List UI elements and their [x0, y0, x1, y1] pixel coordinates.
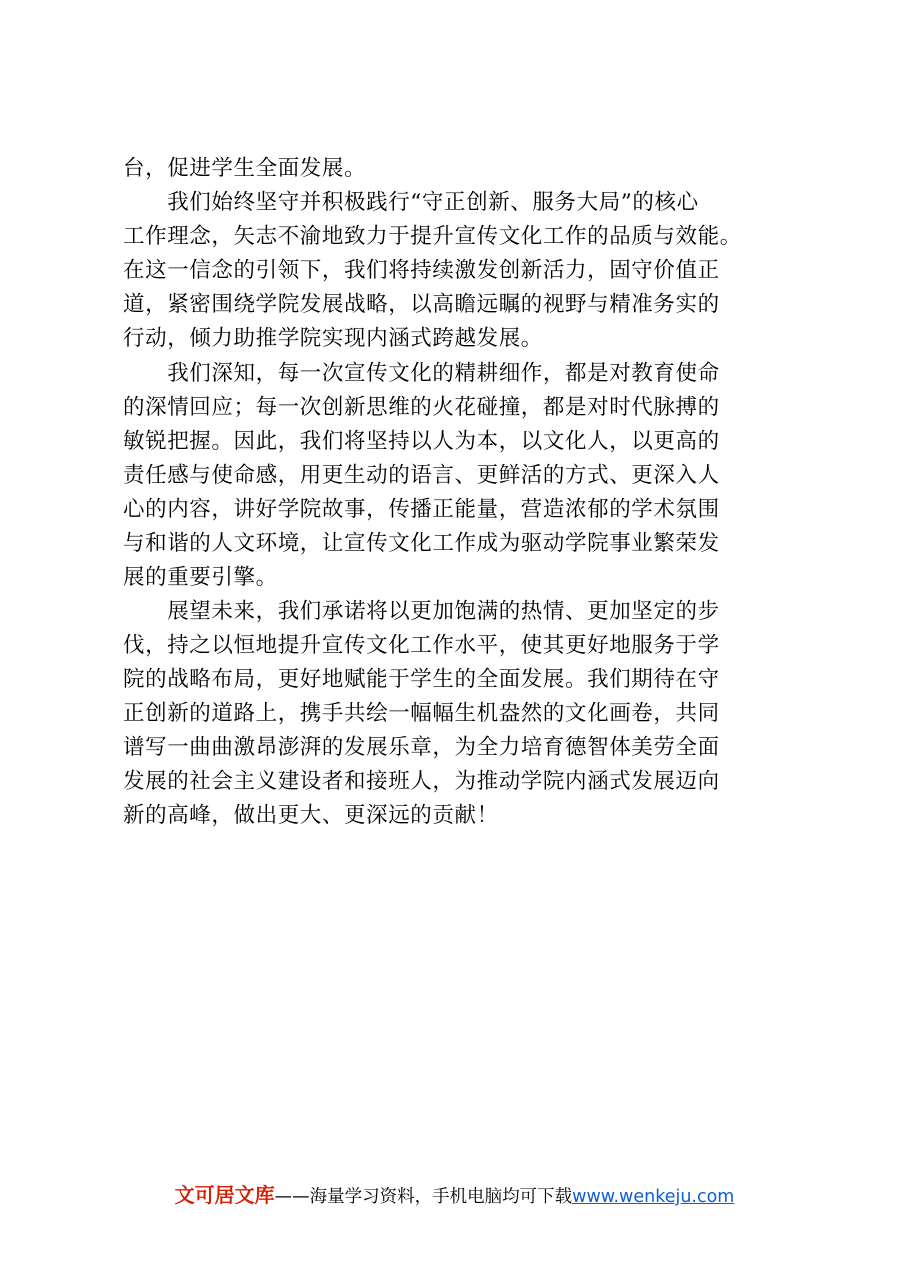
body-text-line: 谱写一曲曲激昂澎湃的发展乐章，为全力培育德智体美劳全面: [123, 735, 720, 760]
body-text-line: 正创新的道路上，携手共绘一幅幅生机盎然的文化画卷，共同: [123, 701, 720, 726]
body-text-line: 责任感与使命感，用更生动的语言、更鲜活的方式、更深入人: [123, 463, 720, 488]
body-text-line: 敏锐把握。因此，我们将坚持以人为本，以文化人，以更高的: [123, 429, 720, 454]
body-text-line: 我们深知，每一次宣传文化的精耕细作，都是对教育使命: [123, 361, 720, 386]
body-text-line: 心的内容，讲好学院故事，传播正能量，营造浓郁的学术氛围: [123, 497, 720, 522]
body-text-line: 台，促进学生全面发展。: [123, 156, 367, 181]
body-text-line: 道，紧密围绕学院发展战略，以高瞻远瞩的视野与精准务实的: [123, 292, 720, 317]
page-footer: [0, 1180, 909, 1212]
body-text-line: 发展的社会主义建设者和接班人，为推动学院内涵式发展迈向: [123, 769, 720, 794]
body-text-line: 我们始终坚守并积极践行“守正创新、服务大局”的核心: [123, 190, 699, 215]
website-link[interactable]: www.wenkeju.com: [572, 1187, 735, 1207]
body-text-line: 行动，倾力助推学院实现内涵式跨越发展。: [123, 326, 543, 351]
body-text-line: 在这一信念的引领下，我们将持续激发创新活力，固守价值正: [123, 258, 720, 283]
body-text-line: 工作理念，矢志不渝地致力于提升宣传文化工作的品质与效能。: [123, 224, 742, 249]
footer-tagline: ——海量学习资料，手机电脑均可下载: [274, 1187, 573, 1207]
body-text-line: 院的战略布局，更好地赋能于学生的全面发展。我们期待在守: [123, 667, 720, 692]
body-text-line: 的深情回应；每一次创新思维的火花碰撞，都是对时代脉搏的: [123, 395, 720, 420]
body-text-line: 新的高峰，做出更大、更深远的贡献！: [123, 803, 499, 828]
body-text-line: 展的重要引擎。: [123, 565, 278, 590]
brand-name: 文可居文库: [174, 1183, 275, 1207]
body-text-line: 伐，持之以恒地提升宣传文化工作水平，使其更好地服务于学: [123, 633, 720, 658]
body-text-line: 与和谐的人文环境，让宣传文化工作成为驱动学院事业繁荣发: [123, 531, 720, 556]
body-text-line: 展望未来，我们承诺将以更加饱满的热情、更加坚定的步: [123, 599, 720, 624]
